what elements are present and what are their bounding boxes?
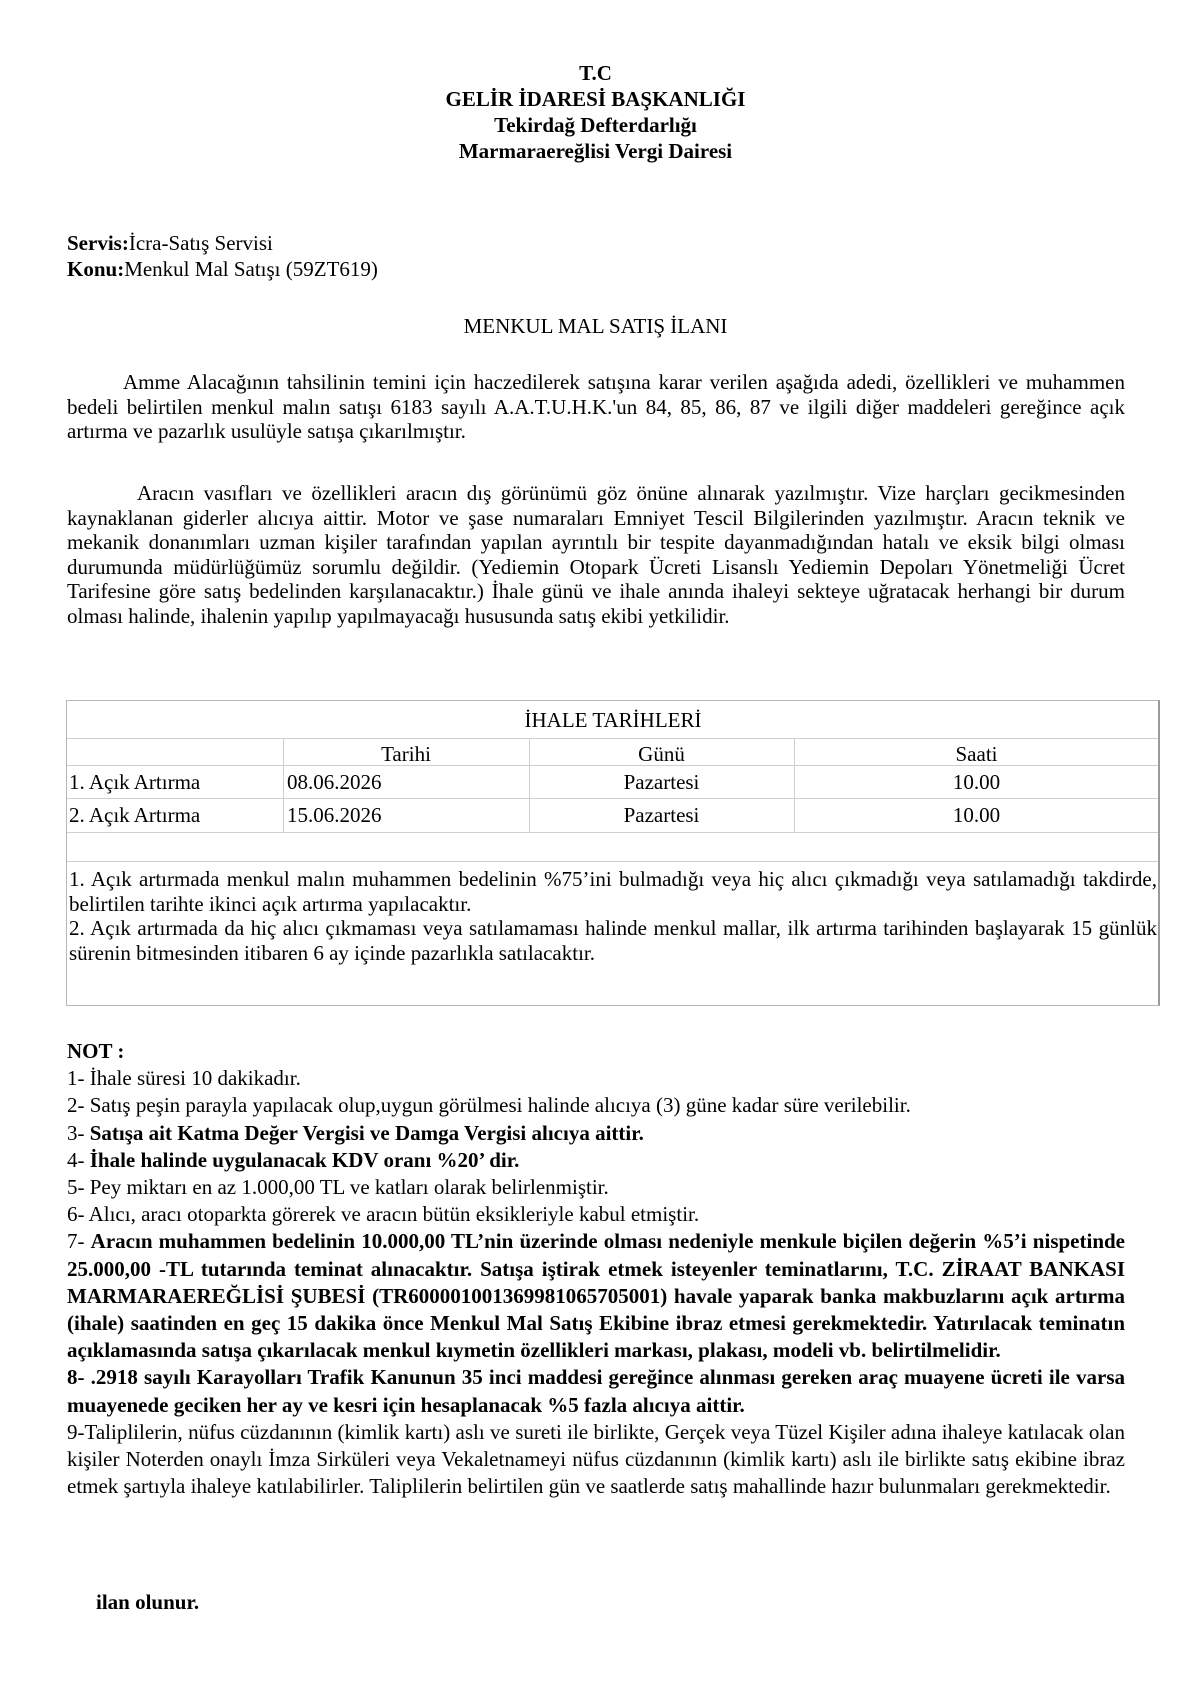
header-line-tax-office: Marmaraereğlisi Vergi Dairesi: [458, 139, 733, 163]
header-line-institution: GELİR İDARESİ BAŞKANLIĞI: [445, 87, 746, 111]
document-title: MENKUL MAL SATIŞ İLANI: [463, 314, 728, 338]
note-4-text: İhale halinde uygulanacak KDV oranı %20’ dir.: [89, 1147, 520, 1172]
header-tarihi: Tarihi: [381, 742, 431, 766]
note-5: 5- Pey miktarı en az 1.000,00 TL ve katları olarak belirlenmiştir.: [67, 1175, 609, 1200]
document-header: [0, 60, 1191, 164]
note-4: [67, 1147, 1125, 1174]
table-note-1-text: 1. Açık artırmada menkul malın muhammen bedelinin %75’ini bulmadığı veya hiç alıcı çıkmadığı veya satılamadığı takdirde, belirtilen tarihte ikinci açık artırma yapılacaktır.: [69, 867, 1157, 916]
header-line-defterdarlik: Tekirdağ Defterdarlığı: [494, 113, 697, 137]
note-6: 6- Alıcı, aracı otoparkta görerek ve aracın bütün eksikleriyle kabul etmiştir.: [67, 1202, 700, 1227]
header-saati: Saati: [955, 742, 998, 766]
row-1-date: 08.06.2026: [287, 770, 382, 794]
paragraph-1: [67, 370, 1125, 444]
note-3-prefix: 3-: [67, 1120, 90, 1145]
row-1-time: 10.00: [952, 770, 1001, 794]
closing-text: ilan olunur.: [96, 1590, 200, 1614]
table-title: İHALE TARİHLERİ: [524, 708, 702, 732]
document-meta: [67, 230, 378, 282]
note-7: [67, 1228, 1125, 1364]
paragraph-1-text: Amme Alacağının tahsilinin temini için haczedilerek satışına karar verilen aşağıda adedi, özellikleri ve muhammen bedeli belirtilen menkul malın satışı 6183 sayılı A.A.T.U.H.K.'un 84, 85, 86, 87 ve ilgili diğer maddeleri gereğince açık artırma ve pazarlık usulüyle satışa çıkarılmıştır.: [67, 370, 1125, 443]
notes-section: [67, 1038, 1125, 1500]
paragraph-2: [67, 481, 1125, 628]
konu-label: Konu:: [67, 257, 125, 281]
note-1: 1- İhale süresi 10 dakikadır.: [67, 1066, 301, 1091]
row-1-day: Pazartesi: [623, 770, 700, 794]
note-2: 2- Satış peşin parayla yapılacak olup,uygun görülmesi halinde alıcıya (3) güne kadar süre verilebilir.: [67, 1093, 911, 1118]
header-gunu: Günü: [638, 742, 685, 766]
servis-label: Servis:: [67, 231, 129, 255]
table-note-1: [69, 867, 1157, 916]
row-1-label: 1. Açık Artırma: [69, 770, 201, 794]
table-note-2: [69, 916, 1157, 965]
header-line-tc: T.C: [579, 61, 612, 85]
servis-value: İcra-Satış Servisi: [128, 231, 273, 255]
note-4-prefix: 4-: [67, 1147, 90, 1172]
konu-line: [67, 256, 378, 282]
note-8: 8- .2918 sayılı Karayolları Trafik Kanunun 35 inci maddesi gereğince alınması gereken araç muayene ücreti ile varsa muayenede geciken her ay ve kesri için hesaplanacak %5 fazla alıcıya aittir.: [67, 1365, 1125, 1417]
note-7-text: Aracın muhammen bedelinin 10.000,00 TL’nin üzerinde olması nedeniyle menkule biçilen değerin %5’i nispetinde 25.000,00 -TL tutarında teminat alınacaktır. Satışa iştirak etmek isteyenler teminatlarını, T.C. ZİRAAT BANKASI MARMARAEREĞLİSİ ŞUBESİ (TR600001001369981065705001) havale yaparak banka makbuzlarını açık artırma (ihale) saatinden en geç 15 dakika önce Menkul Mal Satış Ekibine ibraz etmesi gerekmektedir. Yatırılacak teminatın açıklamasında satışa çıkarılacak menkul kıymetin özellikleri markası, plakası, modeli vb. belirtilmelidir.: [67, 1229, 1125, 1363]
note-7-prefix: 7-: [67, 1229, 91, 1254]
row-2-date: 15.06.2026: [287, 803, 382, 827]
notes-heading: NOT :: [67, 1039, 125, 1063]
paragraph-2-text: Aracın vasıfları ve özellikleri aracın dış görünümü göz önüne alınarak yazılmıştır. Vize harçları gecikmesinden kaynaklanan giderler alıcıya aittir. Motor ve şase numaraları Emniyet Tescil Bilgilerinden yazılmıştır. Aracın teknik ve mekanik donanımları uzman kişiler tarafından yapılan ayrıntılı bir tespite dayanmadığından hatalı ve eksik bilgi olması durumunda müdürlüğümüz sorumlu değildir. (Yediemin Otopark Ücreti Lisanslı Yediemin Depoları Yönetmeliği Ücret Tarifesine göre satış bedelinden karşılanacaktır.) İhale günü ve ihale anında ihaleyi sekteye uğratacak herhangi bir durum olması halinde, ihalenin yapılıp yapılmayacağı hususunda satış ekibi yetkilidir.: [67, 481, 1125, 628]
konu-value: Menkul Mal Satışı (59ZT619): [124, 257, 378, 281]
note-3: [67, 1120, 1125, 1147]
note-3-text: Satışa ait Katma Değer Vergisi ve Damga Vergisi alıcıya aittir.: [89, 1120, 644, 1145]
row-2-time: 10.00: [952, 803, 1001, 827]
servis-line: [67, 230, 378, 256]
row-2-day: Pazartesi: [623, 803, 700, 827]
table-note-2-text: 2. Açık artırmada da hiç alıcı çıkmaması veya satılamaması halinde menkul mallar, ilk artırma tarihinden başlayarak 15 günlük sürenin bitmesinden itibaren 6 ay içinde pazarlıkla satılacaktır.: [69, 916, 1157, 965]
note-9: 9-Taliplilerin, nüfus cüzdanının (kimlik kartı) aslı ve sureti ile birlikte, Gerçek veya Tüzel Kişiler adına ihaleye katılacak olan kişiler Noterden onaylı İmza Sirküleri veya Vekaletnameyi nüfus cüzdanının (kimlik kartı) aslı ile birlikte satış ekibine ibraz etmek şartıyla ihaleye katılabilirler. Taliplilerin belirtilen gün ve saatlerde satış mahallinde hazır bulunmaları gerekmektedir.: [67, 1419, 1125, 1499]
row-2-label: 2. Açık Artırma: [69, 803, 201, 827]
auction-dates-table: [66, 700, 1160, 1006]
